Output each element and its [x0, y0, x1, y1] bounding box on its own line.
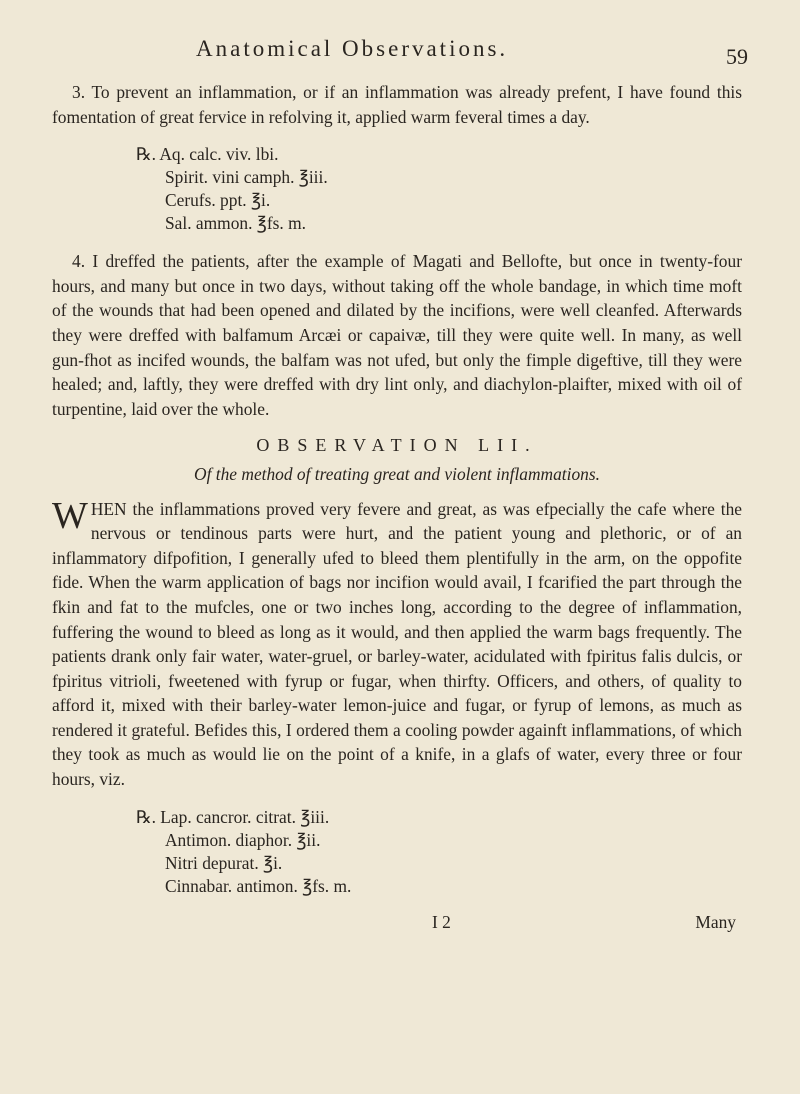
prescription-line: Cerufs. ppt. ℥i. — [165, 190, 271, 211]
signature-mark: I 2 — [432, 911, 451, 932]
paragraph-4: 4. I dreffed the patients, after the example of Magati and Bellofte, but once in twenty-four hours, and many but once in two days, without taking off the whole bandage, in which time moft of the wounds that had been opened and dilated by the incifions, were well cleanfed. Afterwards they were dreffed with balfamum Arcæi or capaivæ, till they were quite well. In many, as well gun-fhot as incifed wounds, the balfam was not ufed, but only the fimple digeftive, till they were healed; and, laftly, they were dreffed with dry lint only, and diachylon-plaifter, mixed with oil of turpentine, laid over the whole. — [52, 251, 742, 419]
prescription-line: Spirit. vini camph. ℥iii. — [165, 167, 328, 188]
page-number: 59 — [726, 44, 748, 69]
paragraph-3: 3. To prevent an inflammation, or if an inflammation was already prefent, I have found this fomentation of great fervice in refolving it, applied warm feveral times a day. — [52, 82, 742, 127]
observation-subtitle: Of the method of treating great and violent inflammations. — [194, 463, 600, 484]
prescription-line: Nitri depurat. ℥i. — [165, 852, 283, 873]
prescription-line: ℞. Lap. cancror. citrat. ℥iii. — [136, 806, 330, 827]
observation-body-text: HEN the inflammations proved very fevere and great, as was efpecially the cafe where the nervous or tendinous parts were hurt, and the patient young and plethoric, or of an inflammatory difpofition, I generally ufed to bleed them plentifully in the arm, on the oppofite fide. When the warm application of bags nor incifion would avail, I fcarified the part through the fkin and fat to the mufcles, one or two inches long, according to the degree of inflammation, fuffering the wound to bleed as long as it would, and then applied the warm bags frequently. The patients drank only fair water, water-gruel, or barley-water, acidulated with fpiritus falis dulcis, or fpiritus vitrioli, fweetened with fyrup or fugar, when thirfty. Officers, and others, of quality to afford it, mixed with their barley-water lemon-juice and fugar, or fyrup of lemons, as much as rendered it grateful. Befides this, I ordered them a cooling powder againft inflammations, of which they took as much as would lie on the point of a knife, in a glafs of water, every three or four hours, viz. — [52, 498, 742, 790]
prescription-line: Sal. ammon. ℥fs. m. — [165, 213, 306, 234]
prescription-2 — [136, 806, 742, 898]
drop-cap: W — [52, 494, 88, 537]
catchword: Many — [695, 911, 736, 932]
prescription-line: Cinnabar. antimon. ℥fs. m. — [165, 875, 352, 896]
text-block — [52, 80, 742, 934]
observation-heading: OBSERVATION LII. — [256, 435, 538, 456]
prescription-line: Antimon. diaphor. ℥ii. — [165, 829, 321, 850]
prescription-line: ℞. Aq. calc. viv. lbi. — [136, 144, 279, 165]
observation-body — [52, 494, 742, 792]
page-footer — [52, 910, 742, 934]
prescription-1 — [136, 143, 742, 235]
running-title: Anatomical Observations. — [196, 36, 509, 61]
